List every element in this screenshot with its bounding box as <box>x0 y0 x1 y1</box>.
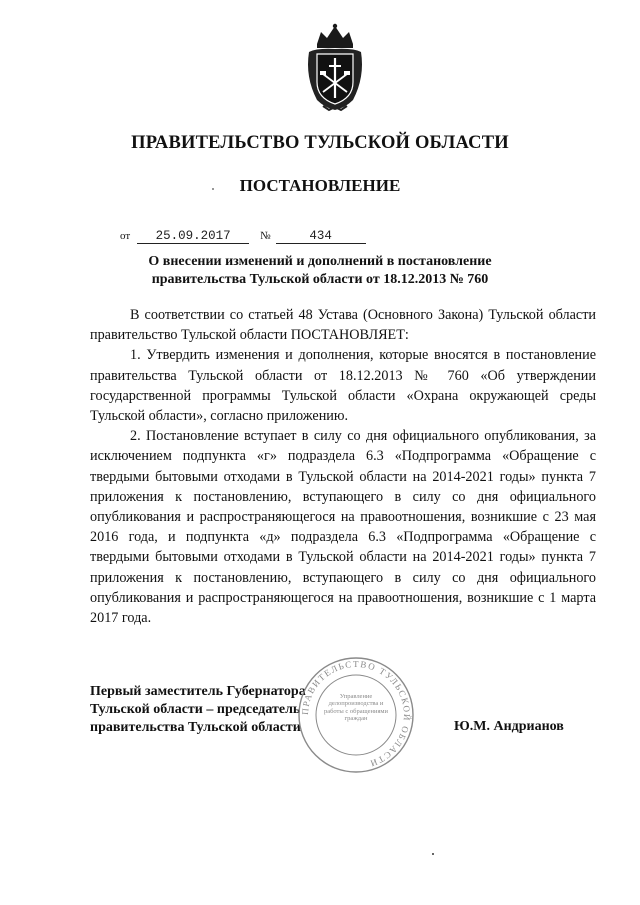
government-title: ПРАВИТЕЛЬСТВО ТУЛЬСКОЙ ОБЛАСТИ <box>131 133 509 153</box>
subject-line: О внесении изменений и дополнений в постановление <box>148 254 492 269</box>
scan-speck <box>432 853 434 855</box>
official-seal <box>296 655 416 775</box>
document-type: ПОСТАНОВЛЕНИЕ <box>239 176 401 195</box>
document-subject <box>100 253 540 289</box>
document-body <box>90 305 596 628</box>
body-paragraph: 2. Постановление вступает в силу со дня официального опубликования, за исключением подпункта «г» подраздела 6.3 «Подпрограмма «Обращение с твердыми бытовыми отходами в Тульской области на 2014-2021 годы» пункта 7 приложения к постановлению, вступающего в силу со дня официального опубликования и распространяющегося на правоотношения, возникшие с 23 мая 2016 года, и подпункта «д» подраздела 6.3 «Подпрограмма «Обращение с твердыми бытовыми отходами в Тульской области на 2014-2021 годы» пункта 7 приложения к постановлению, вступающего в силу со дня официального опубликования и распространяющегося на правоотношения, возникшие с 1 марта 2017 года. <box>90 428 596 627</box>
subject-line: правительства Тульской области от 18.12.2013 № 760 <box>151 272 489 287</box>
seal-inner-text: Управление делопроизводства и работы с обращениями граждан <box>323 693 389 723</box>
date-label: от <box>120 230 131 242</box>
document-date: 25.09.2017 <box>137 229 249 244</box>
signer-name: Ю.М. Андрианов <box>454 719 564 734</box>
seal-outer-text: ПРАВИТЕЛЬСТВО ТУЛЬСКОЙ ОБЛАСТИ <box>299 658 413 770</box>
body-paragraph: В соответствии со статьей 48 Устава (Основного Закона) Тульской области правительство Тульской области ПОСТАНОВЛЯЕТ: <box>90 307 596 344</box>
date-number-line <box>120 228 366 244</box>
body-paragraph: 1. Утвердить изменения и дополнения, которые вносятся в постановление правительства Тульской области от 18.12.2013 № 760 «Об утверждении государственной программы Тульской области «Охрана окружающей среды Тульской области», согласно приложению. <box>90 347 596 425</box>
coat-of-arms-icon <box>303 22 367 112</box>
signer-position: Первый заместитель Губернатора <box>90 684 306 699</box>
signer-position: правительства Тульской области <box>90 720 301 735</box>
number-label: № <box>260 230 271 242</box>
signer-position: Тульской области – председатель <box>90 702 301 717</box>
document-number: 434 <box>276 229 366 244</box>
